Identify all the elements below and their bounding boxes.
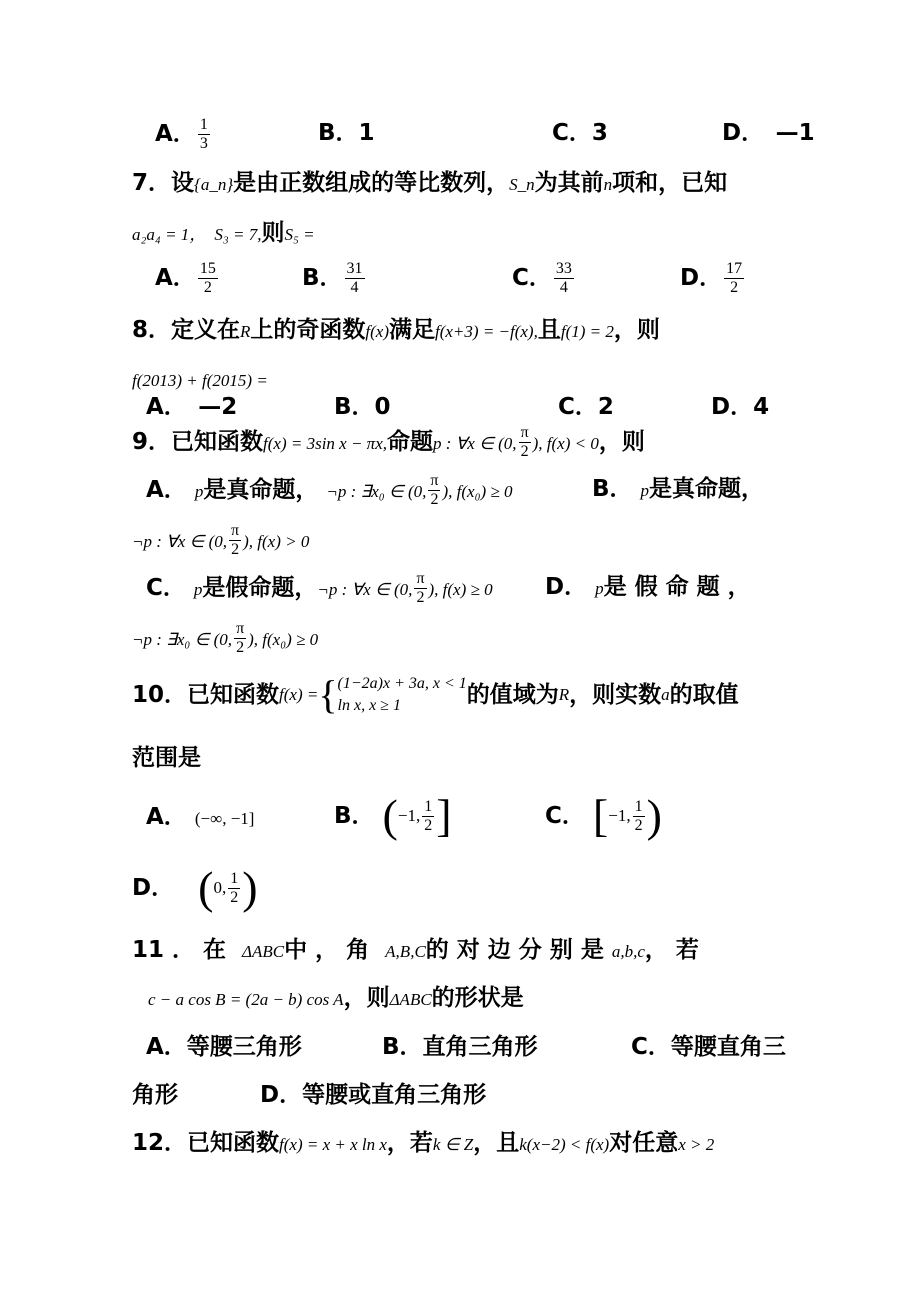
q8-stem-line2: f(2013) + f(2015) = bbox=[132, 371, 268, 390]
q8-option-c: C．2 bbox=[558, 394, 614, 420]
q10-option-a: A． (−∞, −1] bbox=[146, 804, 255, 830]
fraction: $\frac{1}{3}$ bbox=[199, 116, 208, 152]
q7-stem: 7．设{a_n}是由正数组成的等比数列，S_n为其前n项和，已知 bbox=[132, 170, 728, 196]
q8-option-d: D．4 bbox=[711, 394, 770, 420]
piecewise-brace: { bbox=[318, 672, 338, 717]
piecewise-cases: (1−2a)x + 3a, x < 1 ln x, x ≥ 1 bbox=[337, 675, 467, 714]
q6-option-a: A． $\frac{1}{3}$ bbox=[155, 116, 208, 152]
q11-option-b: B．直角三角形 bbox=[382, 1034, 538, 1060]
q9-option-c: C． p是假命题，¬p : ∀x ∈ (0, $\frac{\pi}{2}$ ), f(x) ≥ 0 bbox=[146, 570, 493, 606]
q10-option-b: B． (−1, $\frac{1}{2}$ ] bbox=[334, 790, 452, 841]
q8-option-b: B．0 bbox=[334, 394, 391, 420]
q7-option-d: D． $\frac{17}{2}$ bbox=[680, 260, 743, 296]
q9-option-d-neg: ¬p : ∃x₀ ∈ (0, $\frac{\pi}{2}$ ), f(x₀) ≥ 0 bbox=[132, 620, 319, 656]
q9-stem: 9．已知函数f(x) = 3sin x − πx,命题p : ∀x ∈ (0, $\frac{\pi}{2}$ ), f(x) < 0，则 bbox=[132, 424, 645, 460]
q7-option-c: C． $\frac{33}{4}$ bbox=[512, 260, 572, 296]
q10-option-d: D． (0, $\frac{1}{2}$ ) bbox=[132, 862, 258, 913]
q11-stem: 11 ． 在 ΔABC中 ， 角 A,B,C的 对 边 分 别 是 a,b,c， 若 bbox=[132, 937, 699, 963]
q11-stem-line2: c − a cos B = (2a − b) cos A，则ΔABC的形状是 bbox=[148, 985, 524, 1011]
q7-option-b: B． $\frac{31}{4}$ bbox=[302, 260, 363, 296]
q7-stem-line2: a₂a₄ = 1， S₃ = 7,则S₅ = bbox=[132, 220, 315, 246]
q9-option-d: D． p是 假 命 题 ， bbox=[545, 574, 751, 600]
q6-option-d: D． —1 bbox=[722, 120, 815, 146]
q12-stem: 12．已知函数f(x) = x + x ln x，若k ∈ Z，且k(x−2) < f(x)对任意x > 2 bbox=[132, 1130, 715, 1156]
q8-option-a: A． —2 bbox=[146, 394, 238, 420]
q9-option-b-neg: ¬p : ∀x ∈ (0, $\frac{\pi}{2}$ ), f(x) > 0 bbox=[132, 522, 310, 558]
q11-option-a: A．等腰三角形 bbox=[146, 1034, 302, 1060]
q9-option-a: A． p是真命题， ¬p : ∃x₀ ∈ (0, $\frac{\pi}{2}$ ), f(x₀) ≥ 0 bbox=[146, 472, 513, 508]
q11-option-c: C．等腰直角三 bbox=[631, 1034, 786, 1060]
q6-option-c: C．3 bbox=[552, 120, 608, 146]
q11-option-c-cont: 角形 bbox=[132, 1082, 178, 1108]
q11-option-d: D．等腰或直角三角形 bbox=[260, 1082, 487, 1108]
q10-stem: 10．已知函数f(x) ={ (1−2a)x + 3a, x < 1 ln x, x ≥ 1 的值域为R，则实数a的取值 bbox=[132, 672, 739, 717]
q10-option-c: C． [−1, $\frac{1}{2}$ ) bbox=[545, 790, 662, 841]
q8-stem: 8．定义在R上的奇函数f(x)满足f(x+3) = −f(x),且f(1) = 2，则 bbox=[132, 317, 660, 343]
q6-option-b: B．1 bbox=[318, 120, 375, 146]
q9-option-b: B． p是真命题， bbox=[592, 476, 765, 502]
q7-option-a: A． $\frac{15}{2}$ bbox=[155, 260, 216, 296]
q10-stem-line2: 范围是 bbox=[132, 745, 201, 771]
